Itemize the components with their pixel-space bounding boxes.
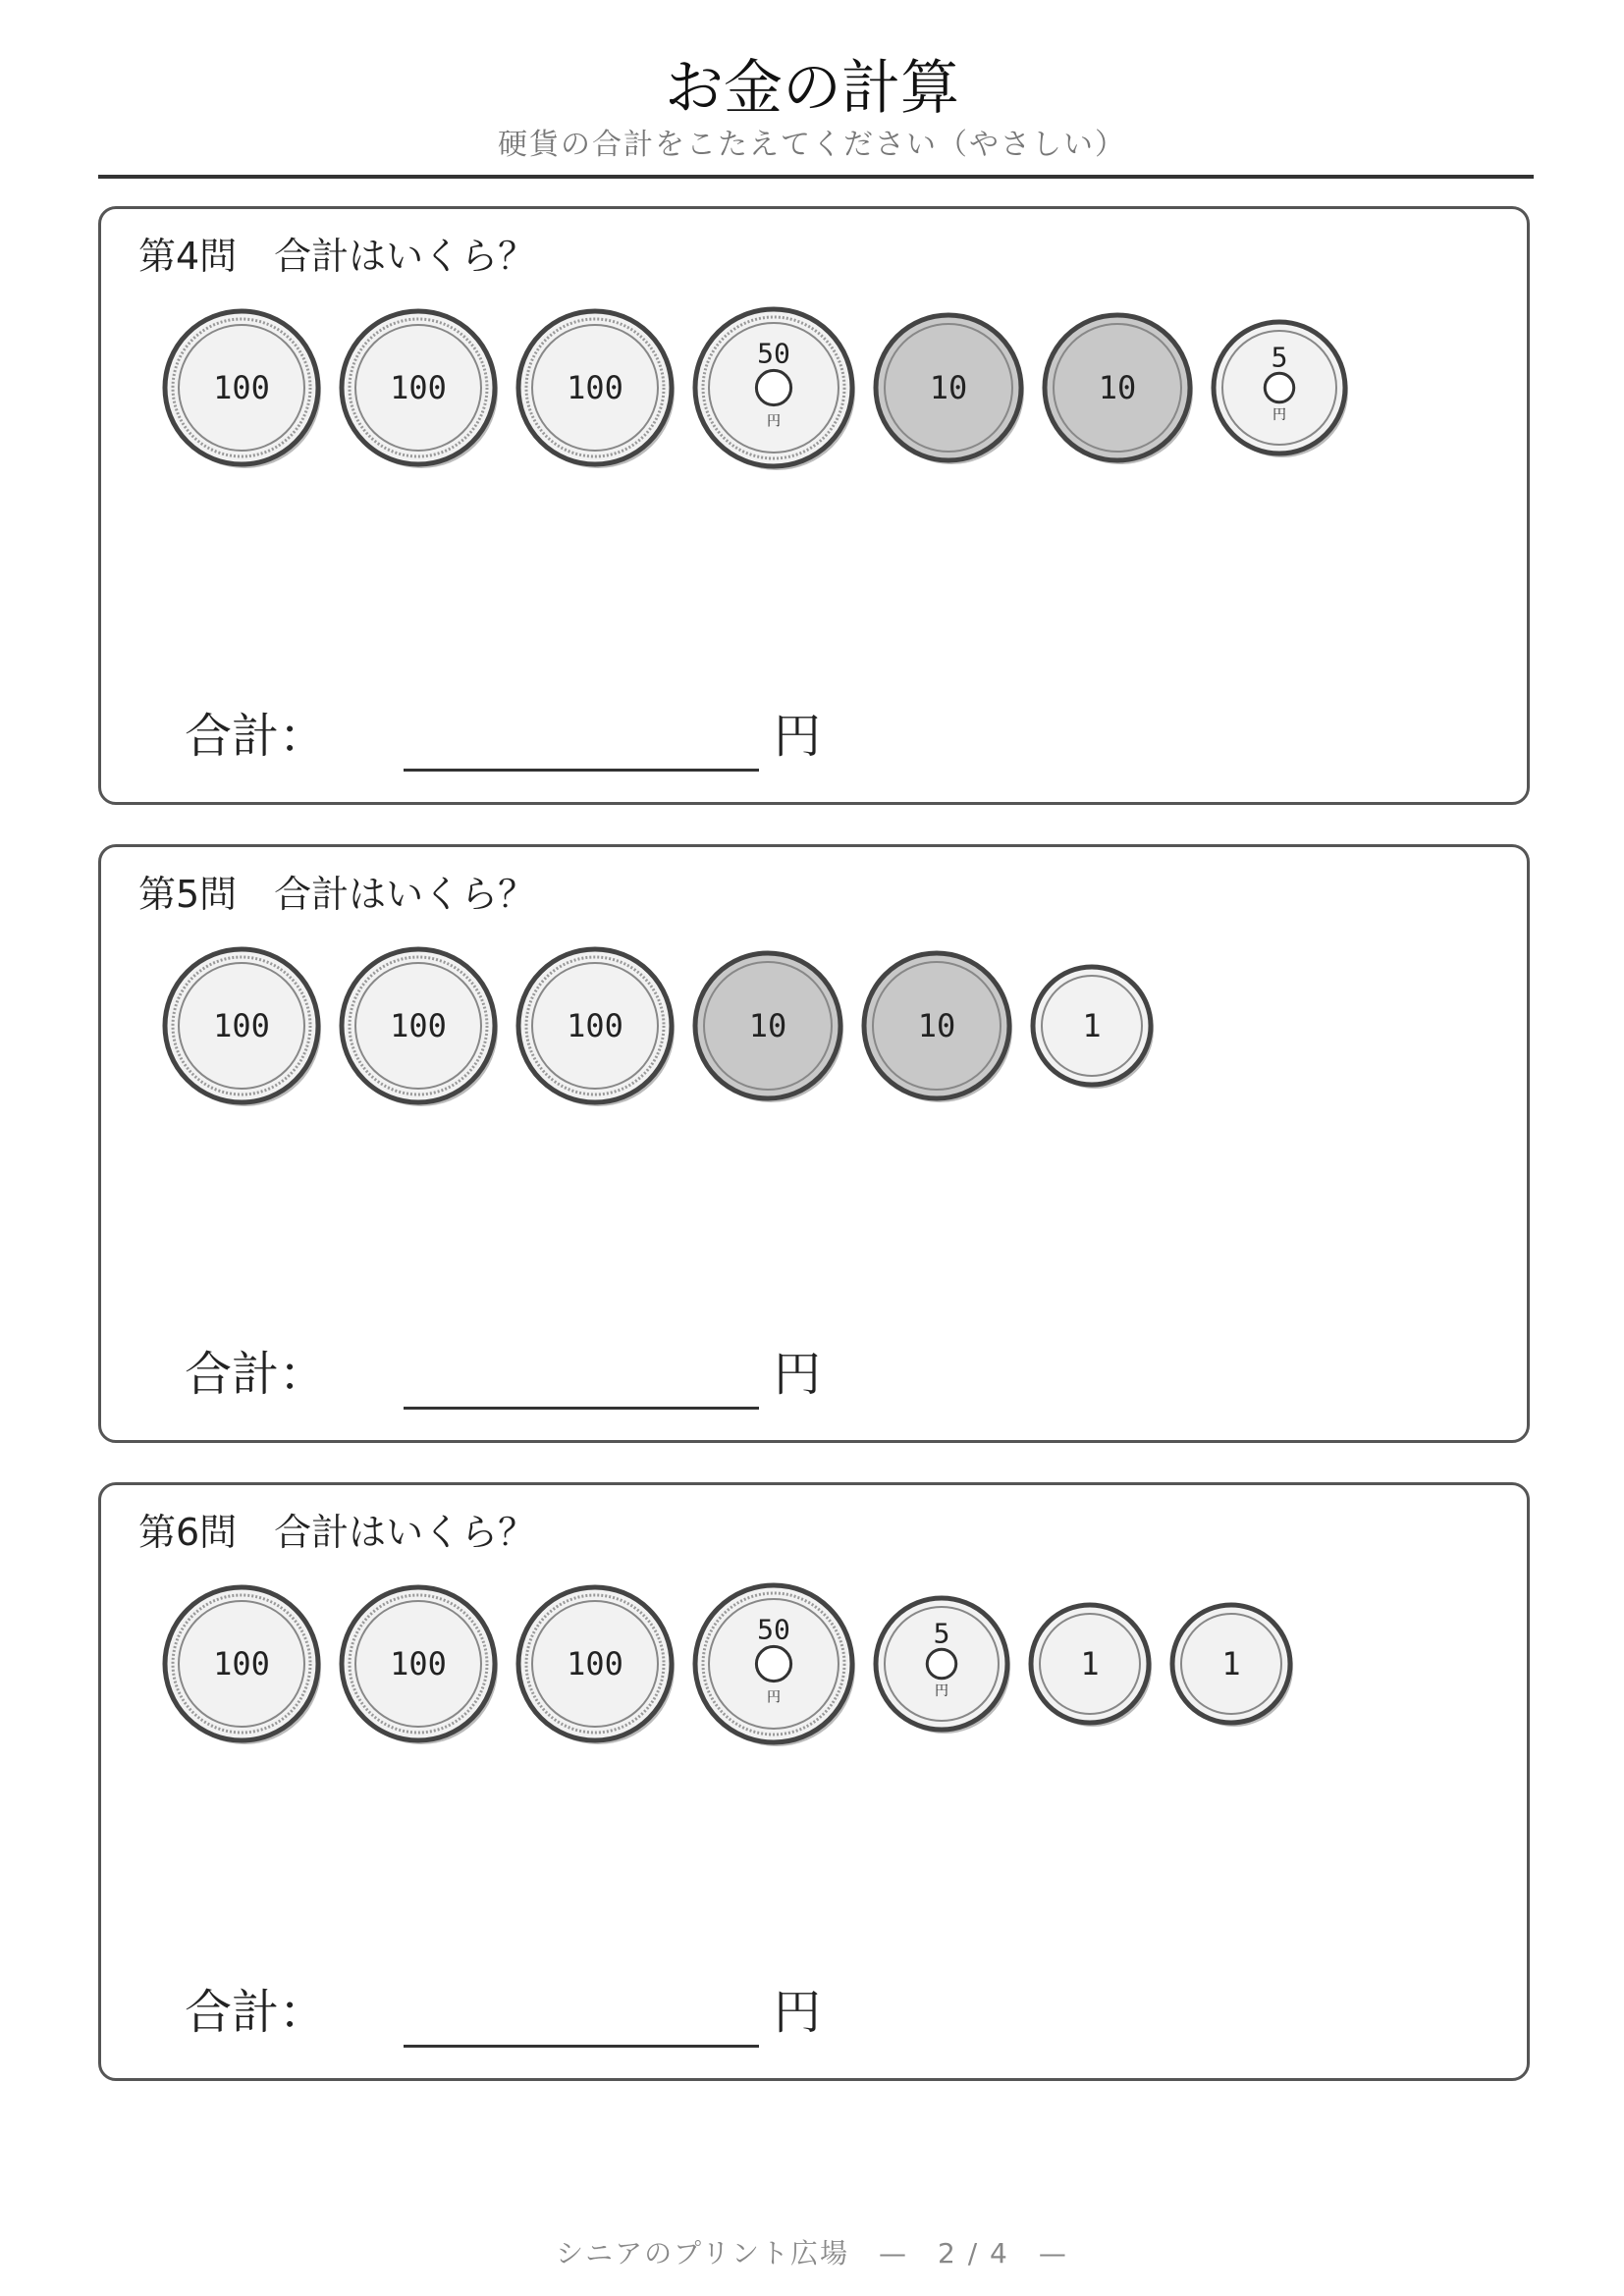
problem-5	[98, 844, 1530, 1443]
coin-hole	[756, 370, 790, 404]
coin-yen-mark: 円	[1272, 407, 1286, 424]
coin-value-label: 100	[213, 1645, 270, 1682]
answer-label: 合計：	[185, 709, 327, 764]
coin-row	[101, 209, 1527, 504]
coin-value-label: 5	[933, 1617, 950, 1650]
coin-100-yen	[342, 949, 498, 1106]
coin-50-yen	[695, 1585, 855, 1746]
coin-10-yen	[695, 953, 843, 1102]
coin-hole	[756, 1646, 790, 1681]
coin-10-yen	[1045, 315, 1193, 464]
coin-value-label: 100	[213, 1007, 270, 1044]
answer-unit: 円	[774, 709, 822, 764]
coin-row	[101, 847, 1527, 1142]
coin-value-label: 10	[917, 1007, 956, 1044]
coin-hole	[1265, 373, 1293, 401]
coin-100-yen	[342, 311, 498, 468]
coin-100-yen	[518, 1587, 675, 1744]
coin-1-yen	[1031, 1605, 1152, 1727]
answer-blank[interactable]	[404, 1407, 759, 1410]
answer-blank[interactable]	[404, 769, 759, 772]
coin-value-label: 50	[757, 337, 790, 370]
coin-100-yen	[518, 311, 675, 468]
coin-value-label: 50	[757, 1613, 790, 1646]
coin-value-label: 1	[1082, 1007, 1102, 1044]
coin-yen-mark: 円	[935, 1683, 948, 1700]
coin-hole	[927, 1649, 955, 1678]
coin-50-yen	[695, 309, 855, 470]
coin-value-label: 10	[1098, 369, 1137, 406]
coin-5-yen	[876, 1598, 1010, 1734]
answer-label: 合計：	[185, 1985, 327, 2040]
coin-100-yen	[342, 1587, 498, 1744]
page-subtitle: 硬貨の合計をこたえてください（やさしい）	[498, 128, 1126, 162]
coin-value-label: 1	[1080, 1645, 1100, 1682]
header-divider	[98, 175, 1534, 179]
coin-value-label: 5	[1271, 341, 1288, 374]
coin-value-label: 100	[567, 369, 623, 406]
coin-100-yen	[518, 949, 675, 1106]
coin-value-label: 100	[390, 1645, 447, 1682]
coin-5-yen	[1214, 322, 1348, 457]
coin-value-label: 100	[567, 1007, 623, 1044]
coin-value-label: 100	[390, 1007, 447, 1044]
problem-title: 第5問 合計はいくら？	[138, 873, 536, 916]
coin-yen-mark: 円	[767, 1689, 781, 1706]
coin-100-yen	[165, 311, 321, 468]
coin-10-yen	[876, 315, 1024, 464]
coin-100-yen	[165, 1587, 321, 1744]
coin-value-label: 100	[213, 369, 270, 406]
answer-unit: 円	[774, 1347, 822, 1402]
coin-100-yen	[165, 949, 321, 1106]
coin-1-yen	[1033, 967, 1154, 1089]
coin-value-label: 100	[390, 369, 447, 406]
page-title: お金の計算	[665, 54, 959, 123]
coin-value-label: 10	[929, 369, 968, 406]
coin-value-label: 100	[567, 1645, 623, 1682]
problem-6	[98, 1482, 1530, 2081]
coin-yen-mark: 円	[767, 413, 781, 430]
coin-10-yen	[864, 953, 1012, 1102]
coin-1-yen	[1172, 1605, 1293, 1727]
coin-row	[101, 1485, 1527, 1780]
problem-title: 第4問 合計はいくら？	[138, 235, 536, 278]
coin-value-label: 1	[1221, 1645, 1241, 1682]
answer-label: 合計：	[185, 1347, 327, 1402]
problem-title: 第6問 合計はいくら？	[138, 1511, 536, 1554]
answer-unit: 円	[774, 1985, 822, 2040]
page-footer: シニアのプリント広場 — 2 / 4 —	[556, 2237, 1068, 2269]
answer-blank[interactable]	[404, 2045, 759, 2048]
problem-4	[98, 206, 1530, 805]
coin-value-label: 10	[748, 1007, 787, 1044]
